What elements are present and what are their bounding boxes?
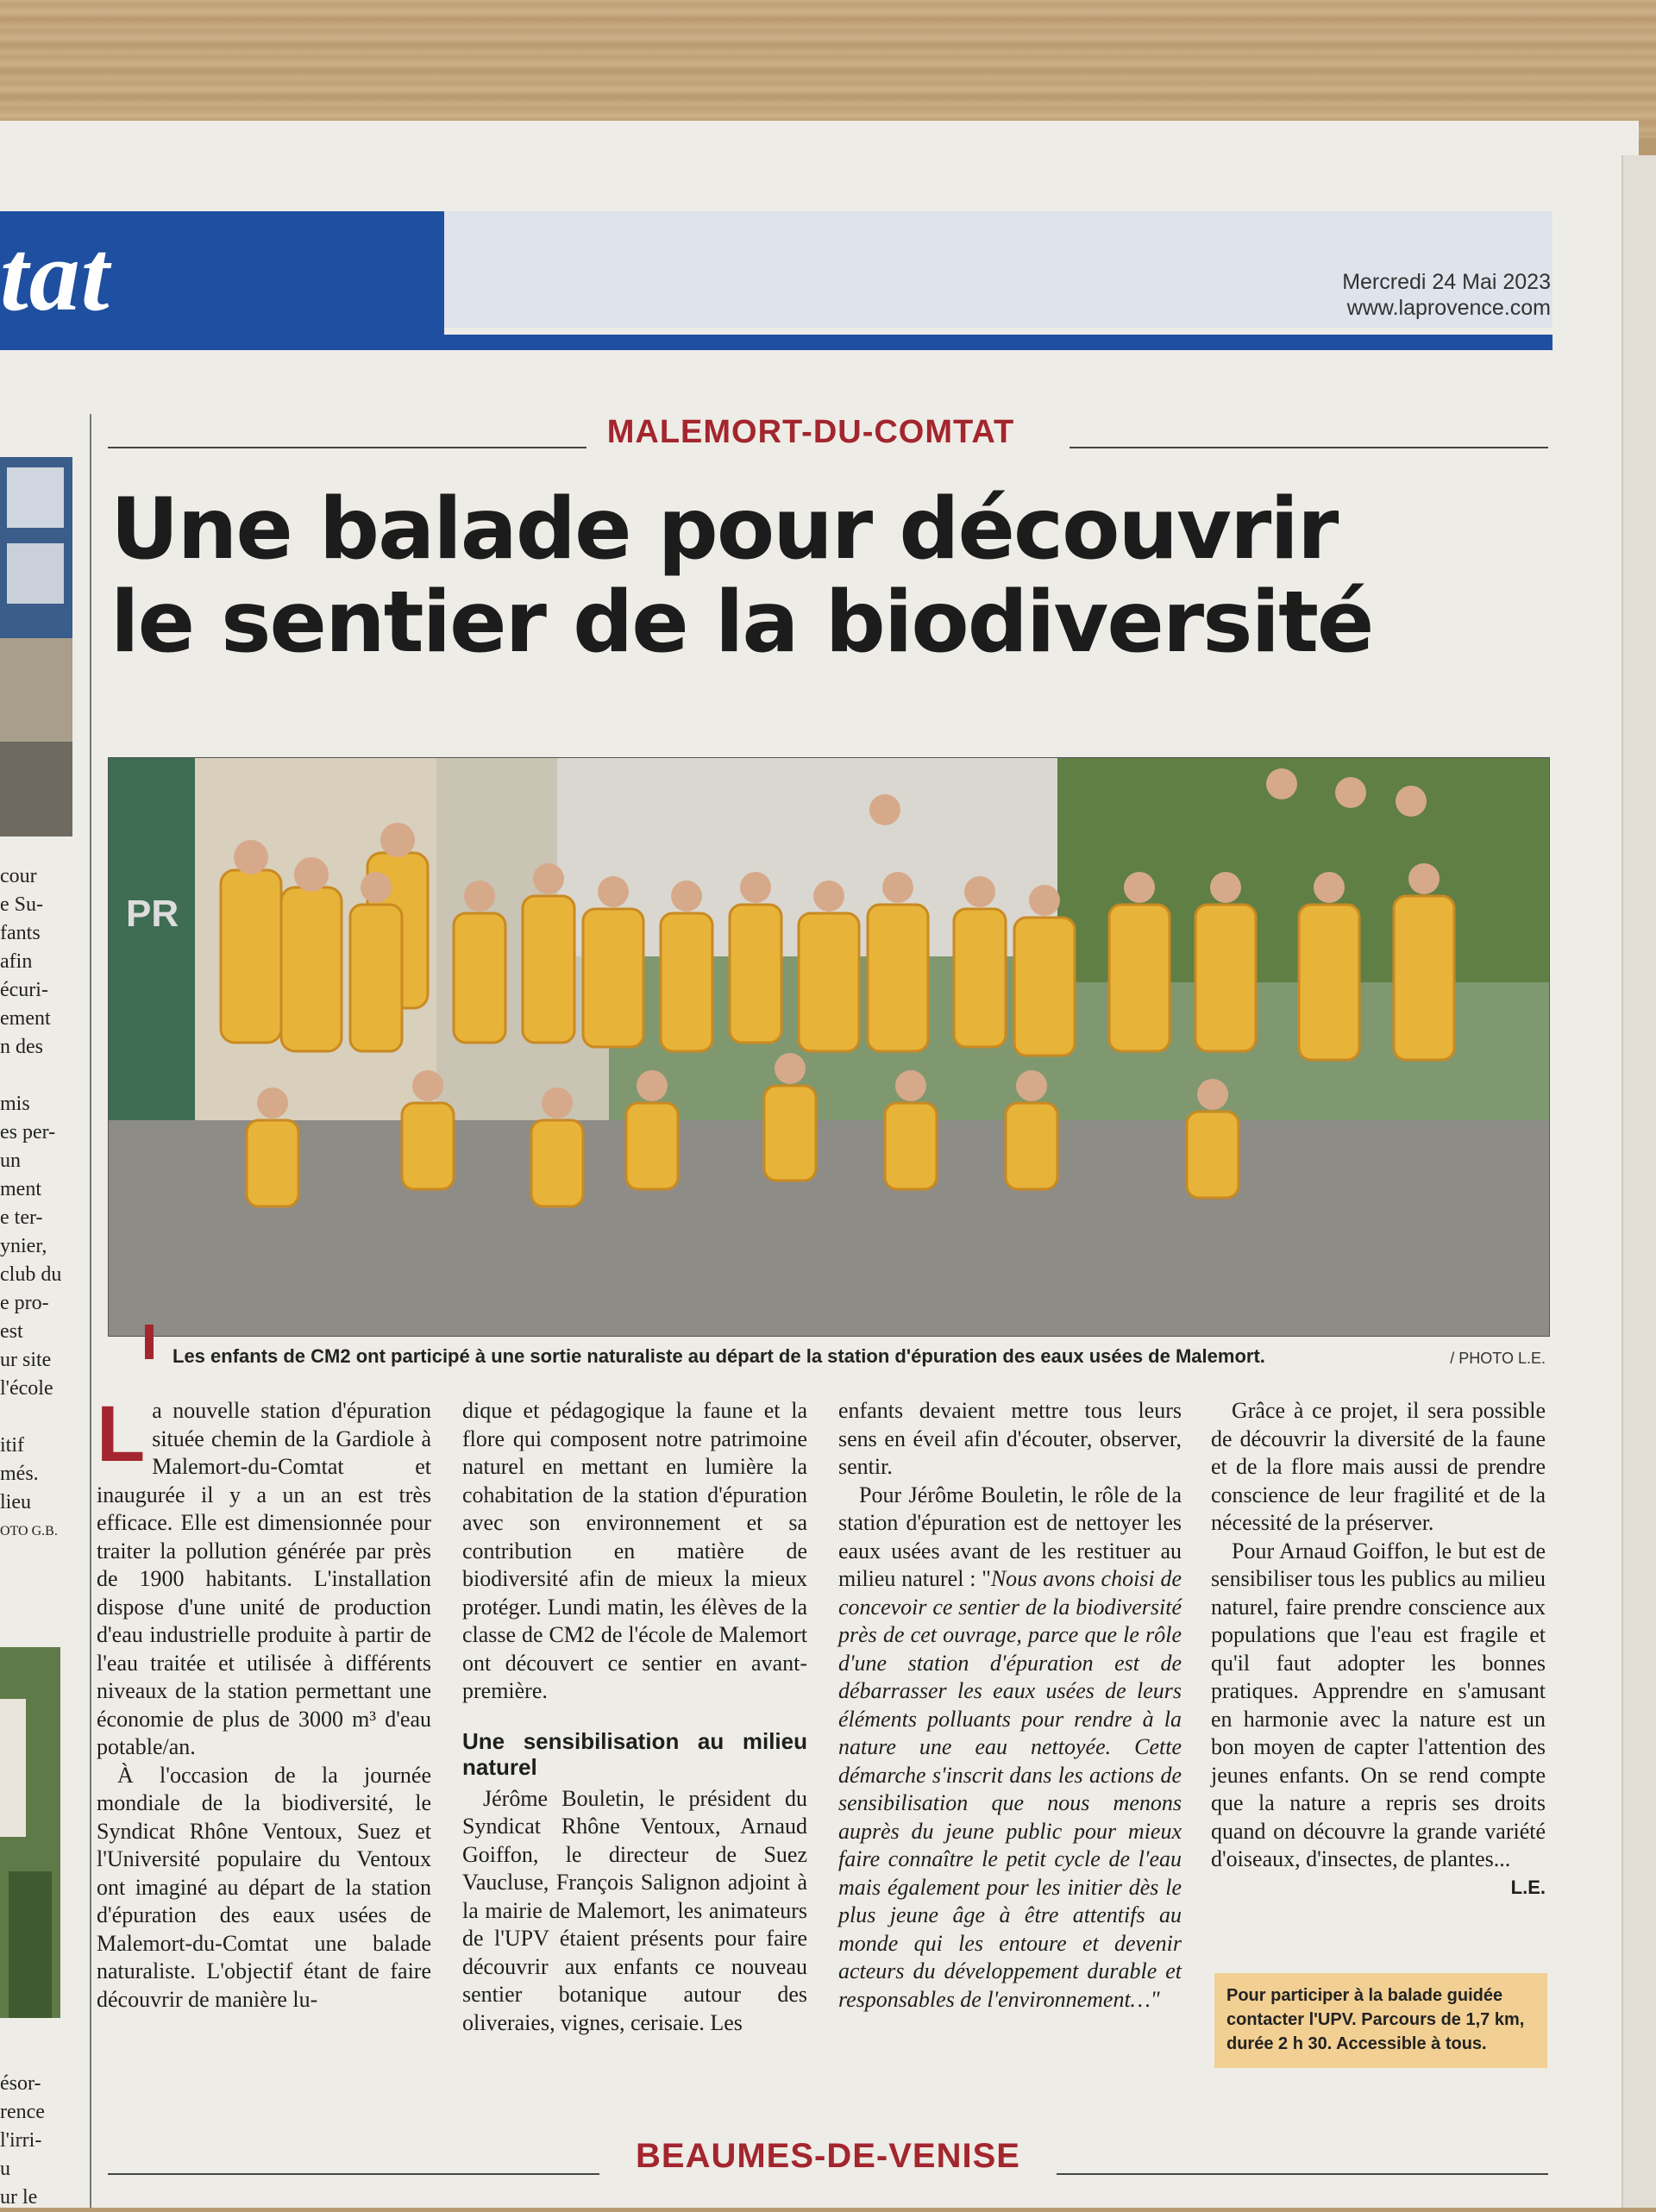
- article-column-3: [838, 1397, 1182, 2014]
- section-banner-title: tat: [0, 219, 110, 332]
- left-column-text: cour e Su- fants afin écuri- ement n des mis es per- un ment e ter- ynier, club du e pro- est ur site l'école itif més. lieu OTO G.B.: [0, 865, 62, 1538]
- article-column-2: [462, 1397, 807, 2037]
- article-paragraph: À l'occasion de la journée mondiale de la biodiversité, le Syndicat Rhône Ventoux, Suez et l'Université populaire du Ventoux ont imaginé au départ de la station d'épuration des eaux usées de Malemort-du-Comtat une balade naturaliste. L'objectif étant de faire découvrir de manière lu-: [97, 1762, 431, 2012]
- dateline: [1342, 269, 1551, 321]
- photo-caption: Les enfants de CM2 ont participé à une sortie naturaliste au départ de la station d'épuration des eaux usées de Malemort.: [172, 1345, 1265, 1367]
- article-paragraph: Pour Arnaud Goiffon, le but est de sensibiliser tous les publics au milieu naturel, faire prendre conscience aux populations que l'eau est fragile et qu'il faut adopter les bonnes pratiques. Apprendre en s'amusant en harmonie avec la nature est un bon moyen de capter l'attention des jeunes enfants. On se rend compte que la nature a repris ses droits quand on découvre la grande variété d'oiseaux, d'insectes, de plantes...: [1211, 1538, 1546, 1871]
- group-photo-illustration: [109, 758, 1549, 1336]
- left-column-text-bottom: ésor- rence l'irri- u ur le: [0, 2072, 45, 2209]
- photo-credit: / PHOTO L.E.: [1450, 1350, 1546, 1367]
- column-divider: [90, 414, 91, 2208]
- article-paragraph: Grâce à ce projet, il sera possible de découvrir la diversité de la faune et de la flore mais aussi de prendre conscience de leur fragilité et de la nécessité de la préserver.: [1211, 1398, 1546, 1535]
- article-kicker: MALEMORT-DU-COMTAT: [606, 414, 1015, 450]
- article-paragraph: Jérôme Bouletin, le président du Syndicat Rhône Ventoux, Arnaud Goiffon, le directeur de Suez Vaucluse, François Salignon adjoint à la mairie de Malemort, les animateurs de l'UPV étaient présents pour faire découvrir aux enfants ce nouveau sentier botanique autour des oliveraies, vignes, cerisaie. Les: [462, 1785, 807, 2035]
- author-signature: L.E.: [1510, 1876, 1546, 1898]
- article-paragraph: Pour Jérôme Bouletin, le rôle de la station d'épuration est de nettoyer les eaux usées avant de les restituer au milieu naturel : "Nous avons choisi de concevoir ce sentier de la biodiversité près de cet ouvrage, parce que le rôle d'une station d'épuration est de débarrasser les eaux usées de leurs éléments polluants pour rendre à la nature une eau nettoyée. Cette démarche s'inscrit dans les actions de sensibilisation que nous menons auprès du jeune public pour mieux faire connaître le petit cycle de l'eau mais également pour les initier dès le plus jeune âge à être attentifs au monde qui les entoure et devenir acteurs du développement durable et responsables de l'environnement…": [838, 1482, 1182, 2012]
- issue-date: Mercredi 24 Mai 2023: [1342, 270, 1551, 294]
- article-photo: [108, 757, 1550, 1337]
- article-paragraph: dique et pédagogique la faune et la flore qui composent notre patrimoine naturel en mettant en lumière la cohabitation de la station d'épuration avec son environnement et sa contribution en matière de biodiversité afin de mieux la mieux protéger. Lundi matin, les élèves de la classe de CM2 de l'école de Malemort ont découvert ce sentier en avant-première.: [462, 1398, 807, 1703]
- wooden-table-background: [0, 0, 1656, 138]
- article-paragraph: La nouvelle station d'épuration située chemin de la Gardiole à Malemort-du-Comtat et inaugurée il y a un an est très efficace. Elle est dimensionnée pour traiter la pollution générée par près de 1900 habitants. L'installation dispose d'une unité de production d'eau industrielle produite à partir de l'eau traitée et utilisée à différents niveaux de la station permettant une économie de plus de 3000 m³ d'eau potable/an.: [97, 1390, 431, 1759]
- masthead-rule: [0, 335, 1552, 350]
- article-subhead: Une sensibilisation au milieu naturel: [462, 1727, 807, 1780]
- article-column-1: [97, 1390, 431, 2014]
- website-url[interactable]: www.laprovence.com: [1346, 296, 1551, 320]
- article-headline: [110, 480, 1456, 672]
- headline-line-2: le sentier de la biodiversité: [110, 573, 1373, 672]
- drop-cap: L: [97, 1390, 146, 1478]
- next-section-kicker: BEAUMES-DE-VENISE: [636, 2137, 1020, 2175]
- article-paragraph: enfants devaient mettre tous leurs sens en éveil afin d'écouter, observer, sentir.: [838, 1398, 1182, 1479]
- left-photo-fragment: [0, 457, 72, 837]
- info-box: Pour participer à la balade guidée contacter l'UPV. Parcours de 1,7 km, durée 2 h 30. Accessible à tous.: [1214, 1973, 1547, 2068]
- left-photo-fragment-2: [0, 1647, 60, 2018]
- article-column-4: [1211, 1397, 1546, 1902]
- caption-marker: [145, 1325, 154, 1359]
- photo-sign: PR: [126, 893, 179, 935]
- newspaper-stack-edge: [1622, 155, 1656, 2208]
- quote: Nous avons choisi de concevoir ce sentier de la biodiversité près de cet ouvrage, parce que le rôle d'une station d'épuration est de débarrasser les eaux usées de leurs éléments polluants pour rendre à la nature une eau nettoyée. Cette démarche s'inscrit dans les actions de sensibilisation que nous menons auprès du jeune public pour mieux faire connaître le petit cycle de l'eau mais également pour les initier dès le plus jeune âge à être attentifs au monde qui les entoure et devenir acteurs du développement durable et responsables de l'environnement…": [838, 1566, 1182, 2012]
- headline-line-1: Une balade pour découvrir: [110, 480, 1338, 579]
